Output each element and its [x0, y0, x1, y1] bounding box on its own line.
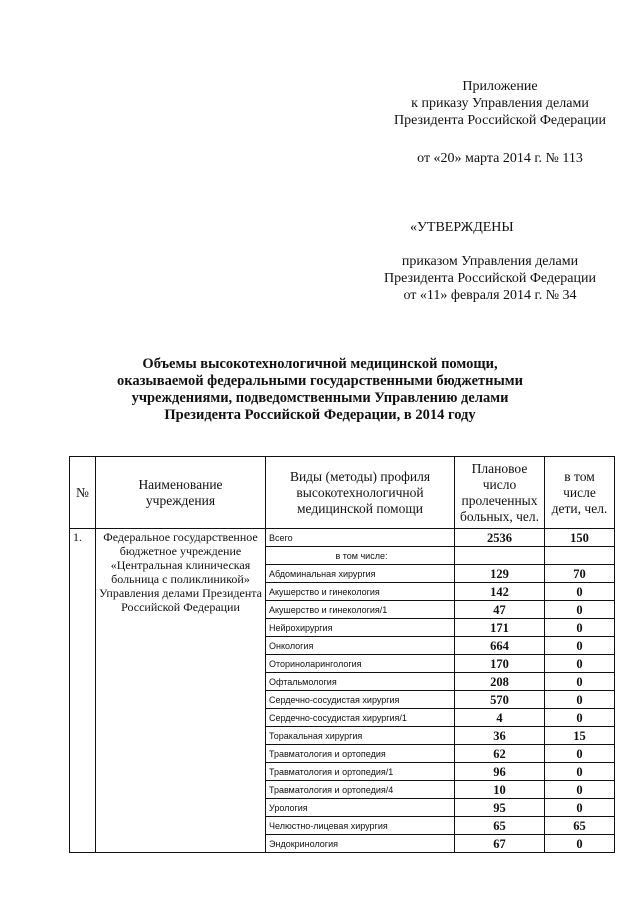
- care-type-label: Торакальная хирургия: [266, 727, 455, 745]
- children-count: 0: [545, 799, 615, 817]
- children-count: 0: [545, 763, 615, 781]
- planned-count: 96: [455, 763, 545, 781]
- approved-line: приказом Управления делами: [401, 254, 579, 269]
- care-type-label: Травматология и ортопедия: [266, 745, 455, 763]
- children-count: 0: [545, 673, 615, 691]
- children-count: 15: [545, 727, 615, 745]
- table-body: [70, 529, 615, 853]
- header-num: №: [70, 457, 96, 529]
- care-type-label: Челюстно-лицевая хирургия: [266, 817, 455, 835]
- appendix-header: [360, 78, 640, 129]
- row-index: 1.: [70, 529, 96, 853]
- care-type-label: Акушерство и гинекология/1: [266, 601, 455, 619]
- children-count: 0: [545, 655, 615, 673]
- header-children: в том числе дети, чел.: [545, 457, 615, 529]
- care-type-label: Травматология и ортопедия/1: [266, 763, 455, 781]
- planned-count: [455, 547, 545, 565]
- care-type-label: Сердечно-сосудистая хирургия: [266, 691, 455, 709]
- approved-label: «УТВЕРЖДЕНЫ: [410, 220, 514, 235]
- care-type-label: Нейрохирургия: [266, 619, 455, 637]
- header-planned: Плановое число пролеченных больных, чел.: [455, 457, 545, 529]
- table-header-row: [70, 457, 615, 529]
- table-row: [70, 529, 615, 547]
- planned-count: 62: [455, 745, 545, 763]
- planned-count: 10: [455, 781, 545, 799]
- planned-count: 142: [455, 583, 545, 601]
- planned-count: 95: [455, 799, 545, 817]
- title-line: Президента Российской Федерации, в 2014 году: [164, 407, 476, 423]
- planned-count: 170: [455, 655, 545, 673]
- care-type-label: Сердечно-сосудистая хирургия/1: [266, 709, 455, 727]
- approved-line: от «11» февраля 2014 г. № 34: [403, 288, 577, 303]
- care-type-label: Всего: [266, 529, 455, 547]
- title-line: Объемы высокотехнологичной медицинской помощи,: [142, 356, 498, 372]
- children-count: 65: [545, 817, 615, 835]
- children-count: 0: [545, 745, 615, 763]
- planned-count: 67: [455, 835, 545, 853]
- care-type-label: Онкология: [266, 637, 455, 655]
- planned-count: 129: [455, 565, 545, 583]
- appendix-line: Приложение: [462, 79, 538, 94]
- care-type-label: Урология: [266, 799, 455, 817]
- children-count: 0: [545, 601, 615, 619]
- children-count: 0: [545, 619, 615, 637]
- children-count: 150: [545, 529, 615, 547]
- care-type-label: Эндокринология: [266, 835, 455, 853]
- planned-count: 36: [455, 727, 545, 745]
- planned-count: 664: [455, 637, 545, 655]
- planned-count: 65: [455, 817, 545, 835]
- header-institution: Наименование учреждения: [96, 457, 266, 529]
- care-type-label: Оториноларингология: [266, 655, 455, 673]
- children-count: 0: [545, 709, 615, 727]
- header-types: Виды (методы) профиля высокотехнологичной медицинской помощи: [266, 457, 455, 529]
- children-count: [545, 547, 615, 565]
- order-date-line: от «20» марта 2014 г. № 113: [417, 151, 583, 166]
- planned-count: 2536: [455, 529, 545, 547]
- planned-count: 171: [455, 619, 545, 637]
- care-type-label: Офтальмология: [266, 673, 455, 691]
- document-title: [60, 356, 580, 424]
- care-type-label: Акушерство и гинекология: [266, 583, 455, 601]
- approved-block: [350, 253, 630, 304]
- planned-count: 4: [455, 709, 545, 727]
- children-count: 0: [545, 691, 615, 709]
- planned-count: 208: [455, 673, 545, 691]
- planned-count: 47: [455, 601, 545, 619]
- care-type-label: Абдоминальная хирургия: [266, 565, 455, 583]
- appendix-line: Президента Российской Федерации: [394, 113, 606, 128]
- title-line: учреждениями, подведомственными Управлению делами: [131, 390, 509, 406]
- children-count: 0: [545, 637, 615, 655]
- volumes-table: [69, 456, 615, 853]
- title-line: оказываемой федеральными государственными бюджетными: [116, 373, 524, 389]
- care-type-label: Травматология и ортопедия/4: [266, 781, 455, 799]
- care-type-label: в том числе:: [266, 547, 455, 565]
- children-count: 70: [545, 565, 615, 583]
- appendix-line: к приказу Управления делами: [411, 96, 589, 111]
- institution-name: Федеральное государственное бюджетное учреждение «Центральная клиническая больница с поликлиникой» Управления делами Президента Российской Федерации: [96, 529, 266, 853]
- planned-count: 570: [455, 691, 545, 709]
- children-count: 0: [545, 583, 615, 601]
- children-count: 0: [545, 781, 615, 799]
- children-count: 0: [545, 835, 615, 853]
- approved-line: Президента Российской Федерации: [384, 271, 596, 286]
